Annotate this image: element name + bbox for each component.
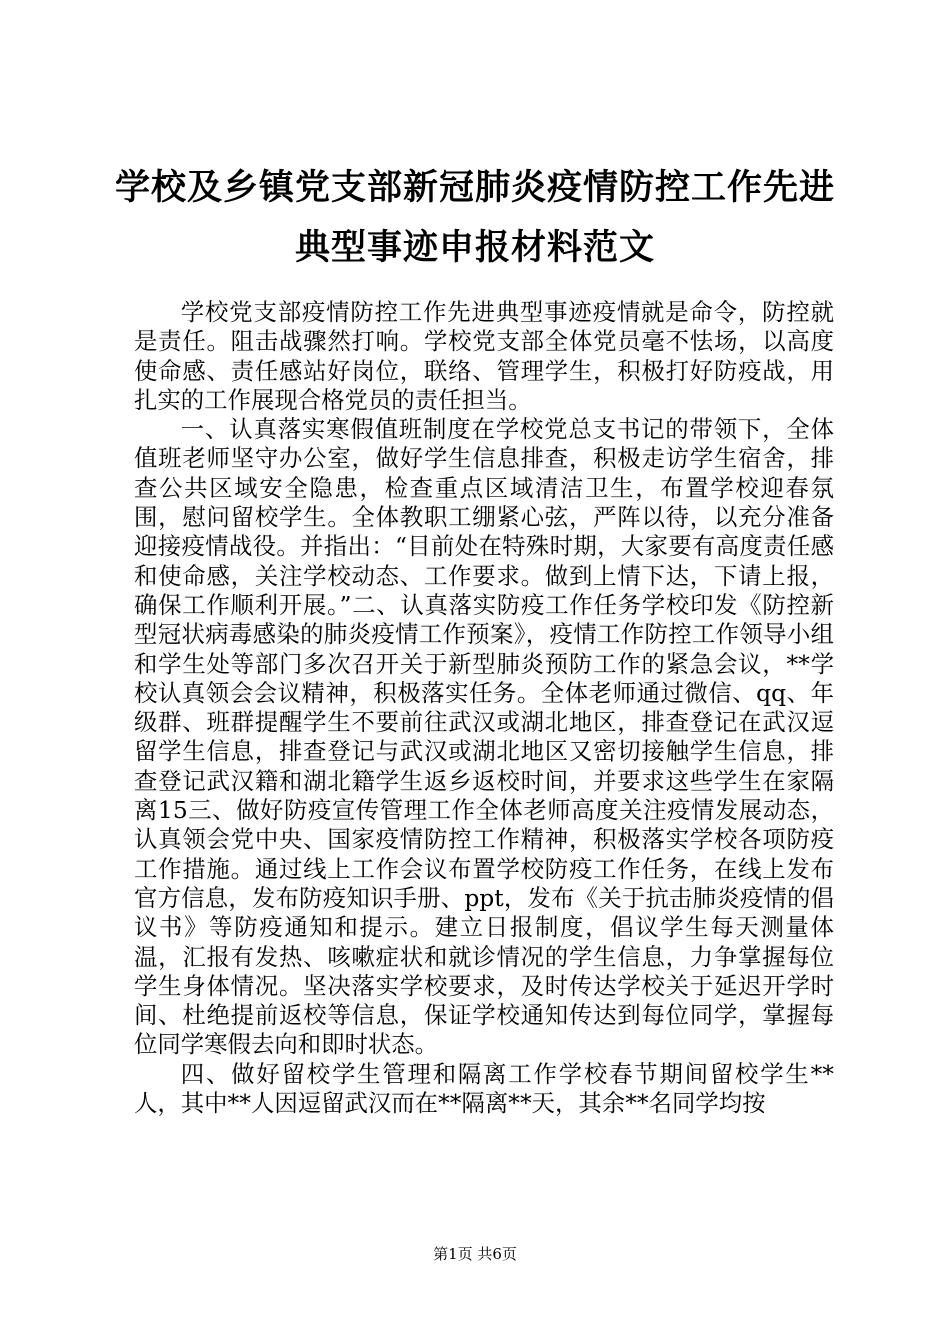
paragraph-intro: 学校党支部疫情防控工作先进典型事迹疫情就是命令，防控就是责任。阻击战骤然打响。学校党支部全体党员毫不怯场，以高度使命感、责任感站好岗位，联络、管理学生，积极打好防疫战，用扎实的工作展现合格党员的责任担当。 — [134, 298, 834, 414]
paragraph-section-4: 四、做好留校学生管理和隔离工作学校春节期间留校学生**人，其中**人因逗留武汉而在**隔离**天，其余**名同学均按 — [134, 1059, 834, 1118]
page-footer: 第1页 共6页 — [433, 1245, 517, 1263]
paragraph-sections-1-3: 一、认真落实寒假值班制度在学校党总支书记的带领下，全体值班老师坚守办公室，做好学生信息排查，积极走访学生宿舍，排查公共区域安全隐患，检查重点区域清洁卫生，布置学校迎春氛围，慰问留校学生。全体教职工绷紧心弦，严阵以待，以充分准备迎接疫情战役。并指出：“目前处在特殊时期，大家要有高度责任感和使命感，关注学校动态、工作要求。做到上情下达，下请上报，确保工作顺利开展。”二、认真落实防疫工作任务学校印发《防控新型冠状病毒感染的肺炎疫情工作预案》，疫情工作防控工作领导小组和学生处等部门多次召开关于新型肺炎预防工作的紧急会议，**学校认真领会会议精神，积极落实任务。全体老师通过微信、qq、年级群、班群提醒学生不要前往武汉或湖北地区，排查登记在武汉逗留学生信息，排查登记与武汉或湖北地区又密切接触学生信息，排查登记武汉籍和湖北籍学生返乡返校时间，并要求这些学生在家隔离15三、做好防疫宣传管理工作全体老师高度关注疫情发展动态，认真领会党中央、国家疫情防控工作精神，积极落实学校各项防疫工作措施。通过线上工作会议布置学校防疫工作任务，在线上发布官方信息，发布防疫知识手册、ppt，发布《关于抗击肺炎疫情的倡议书》等防疫通知和提示。建立日报制度，倡议学生每天测量体温，汇报有发热、咳嗽症状和就诊情况的学生信息，力争掌握每位学生身体情况。坚决落实学校要求，及时传达学校关于延迟开学时间、杜绝提前返校等信息，保证学校通知传达到每位同学，掌握每位同学寒假去向和即时状态。 — [134, 415, 834, 1059]
title-line-1: 学校及乡镇党支部新冠肺炎疫情防控工作先进 — [114, 167, 835, 208]
title-line-2: 典型事迹申报材料范文 — [294, 227, 655, 268]
document-title — [110, 158, 840, 278]
document-body — [134, 298, 834, 1118]
